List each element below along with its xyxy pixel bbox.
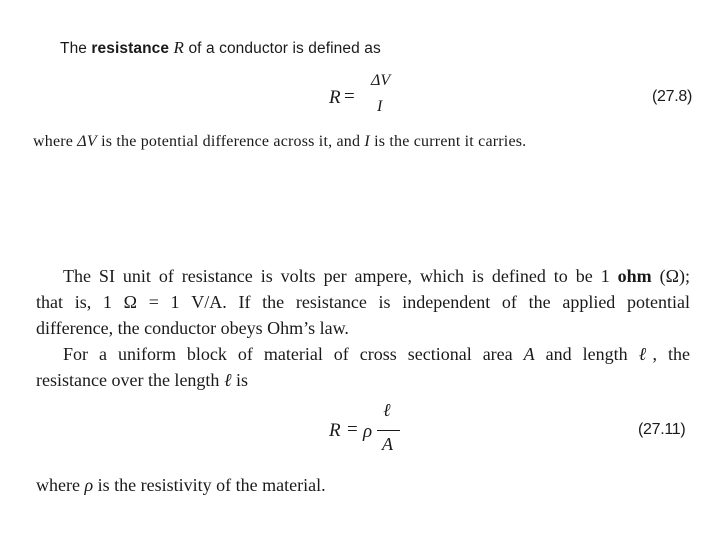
where-text-c: is the current it carries. xyxy=(369,133,527,150)
definition-pre: The xyxy=(60,40,92,57)
eq2-lhs: R xyxy=(329,420,341,441)
variable-length: ℓ xyxy=(638,344,653,364)
eq2-numerator: ℓ xyxy=(383,400,391,420)
where-text-b: is the potential difference across it, and xyxy=(96,133,365,150)
p1-line1-post: (Ω); xyxy=(651,266,690,286)
paragraph-2-line-2 xyxy=(36,367,248,393)
term-ohm: ohm xyxy=(617,266,652,286)
p2-line2-post: is xyxy=(231,370,248,390)
where-current-i: I xyxy=(364,133,370,150)
p1-line1-pre: The SI unit of resistance is volts per ampere, which is defined to be 1 xyxy=(63,266,618,286)
eq1-equals: = xyxy=(344,86,355,107)
p1-line2: that is, 1 Ω = 1 V/A. If the resistance is independent of the applied potential xyxy=(36,292,690,312)
paragraph-1-line-1 xyxy=(63,263,690,289)
variable-a: A xyxy=(523,344,535,364)
eq1-numerator: ΔV xyxy=(371,72,391,89)
p2-line1-mid: and length xyxy=(534,344,639,364)
equation-number-2: (27.11) xyxy=(638,421,686,438)
where-line-1 xyxy=(33,133,526,151)
paragraph-1-line-3 xyxy=(36,315,349,341)
where-delta-v: ΔV xyxy=(77,133,97,150)
where2-post: is the resistivity of the material. xyxy=(93,475,326,495)
where2-pre: where xyxy=(36,475,85,495)
fraction-bar xyxy=(377,430,400,431)
eq1-denominator: I xyxy=(377,98,383,115)
eq2-rho: ρ xyxy=(363,421,373,442)
p1-line3: difference, the conductor obeys Ohm’s law. xyxy=(36,318,349,338)
variable-rho: ρ xyxy=(84,475,94,495)
paragraph-2-line-1 xyxy=(63,341,690,367)
equation-number: (27.8) xyxy=(652,88,692,105)
p2-line2-pre: resistance over the length xyxy=(36,370,224,390)
eq2-denominator: A xyxy=(382,434,393,454)
p2-line1-post: , the xyxy=(652,344,691,364)
eq1-lhs: R xyxy=(329,87,341,108)
definition-post: of a conductor is defined as xyxy=(184,40,381,57)
where-text-a: where xyxy=(33,133,78,150)
term-resistance: resistance xyxy=(91,40,170,57)
definition-line xyxy=(60,38,381,58)
where-line-2 xyxy=(36,472,326,498)
paragraph-1-line-2 xyxy=(36,289,690,315)
eq2-equals: = xyxy=(347,419,358,440)
variable-r: R xyxy=(173,38,185,57)
p2-line1-pre: For a uniform block of material of cross sectional area xyxy=(63,344,524,364)
variable-length-2: ℓ xyxy=(223,370,232,390)
